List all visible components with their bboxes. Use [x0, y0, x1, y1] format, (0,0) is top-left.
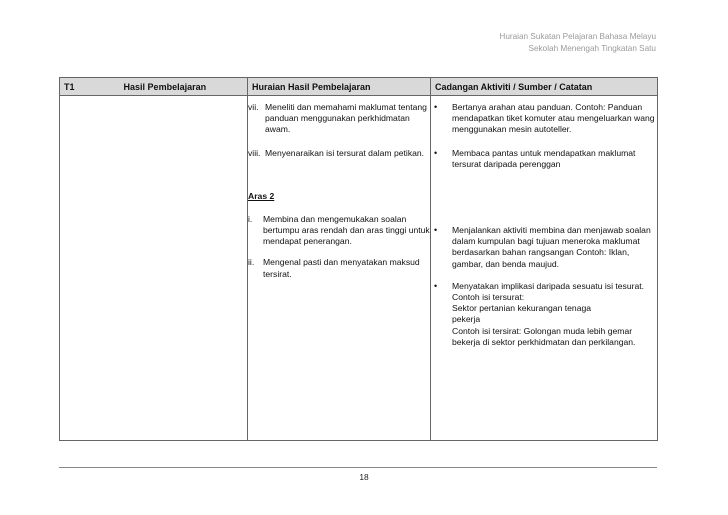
page-number: 18 [359, 472, 369, 482]
bullet-icon: • [434, 102, 438, 112]
table-header-row [60, 78, 658, 96]
item-number: i. [248, 213, 253, 224]
item-text: Membina dan mengemukakan soalan bertumpu aras rendah dan aras tinggi untuk mendapat penerangan. [263, 213, 430, 247]
table-row [60, 96, 658, 441]
huraian-item-vii [248, 102, 430, 136]
item-text: Meneliti dan memahami maklumat tentang panduan menggunakan perkhidmatan awam. [265, 102, 427, 135]
bullet-icon: • [434, 280, 438, 291]
cadangan-item [431, 102, 657, 136]
cadangan-example-tersirat: Contoh isi tersirat: Golongan muda lebih gemar bekerja di sektor perkhidmatan dan perkilangan. [452, 325, 636, 347]
cell-hasil-empty [60, 96, 248, 441]
item-text: Menyenaraikan isi tersurat dalam petikan. [265, 147, 425, 158]
document-header [396, 31, 656, 54]
cell-huraian [248, 96, 431, 441]
aras-2-heading: Aras 2 [248, 190, 275, 201]
cadangan-text: Menyatakan implikasi daripada sesuatu isi tesurat. Contoh isi tersurat: [452, 280, 645, 303]
item-number: vii. [248, 102, 259, 112]
cadangan-item [431, 281, 657, 348]
header-hasil-pembelajaran: Hasil Pembelajaran [123, 81, 207, 92]
syllabus-table [59, 77, 658, 441]
cadangan-item [431, 225, 657, 270]
aras-item-i [248, 214, 430, 248]
item-number: ii. [248, 257, 255, 268]
bullet-icon: • [434, 147, 438, 158]
header-cell-hasil [60, 78, 248, 96]
item-text: Mengenal pasti dan menyatakan maksud tersirat. [263, 257, 420, 279]
footer-divider [59, 467, 657, 468]
cadangan-text: Membaca pantas untuk mendapatkan maklumat tersurat daripada perenggan [452, 147, 636, 169]
header-cell-huraian: Huraian Hasil Pembelajaran [248, 78, 431, 96]
header-cell-cadangan: Cadangan Aktiviti / Sumber / Catatan [431, 78, 658, 96]
cadangan-item [431, 148, 657, 170]
aras-item-ii [248, 257, 430, 279]
cadangan-example-tersurat: Sektor pertanian kekurangan tenaga pekerja [452, 303, 592, 325]
item-number: viii. [248, 147, 261, 158]
header-subtitle: Sekolah Menengah Tingkatan Satu [528, 43, 656, 53]
cadangan-text: Bertanya arahan atau panduan. Contoh: Panduan mendapatkan tiket komuter atau mengeluarkan wang menggunakan mesin autoteller. [452, 102, 655, 135]
header-title: Huraian Sukatan Pelajaran Bahasa Melayu [499, 32, 656, 41]
cadangan-text: Menjalankan aktiviti membina dan menjawab soalan dalam kumpulan bagi tujuan meneroka maklumat berdasarkan bahan rangsangan Contoh: Iklan, gambar, dan benda maujud. [452, 225, 651, 269]
cell-cadangan [431, 96, 658, 441]
huraian-item-viii [248, 148, 430, 159]
header-t1: T1 [64, 81, 75, 92]
bullet-icon: • [434, 225, 438, 236]
